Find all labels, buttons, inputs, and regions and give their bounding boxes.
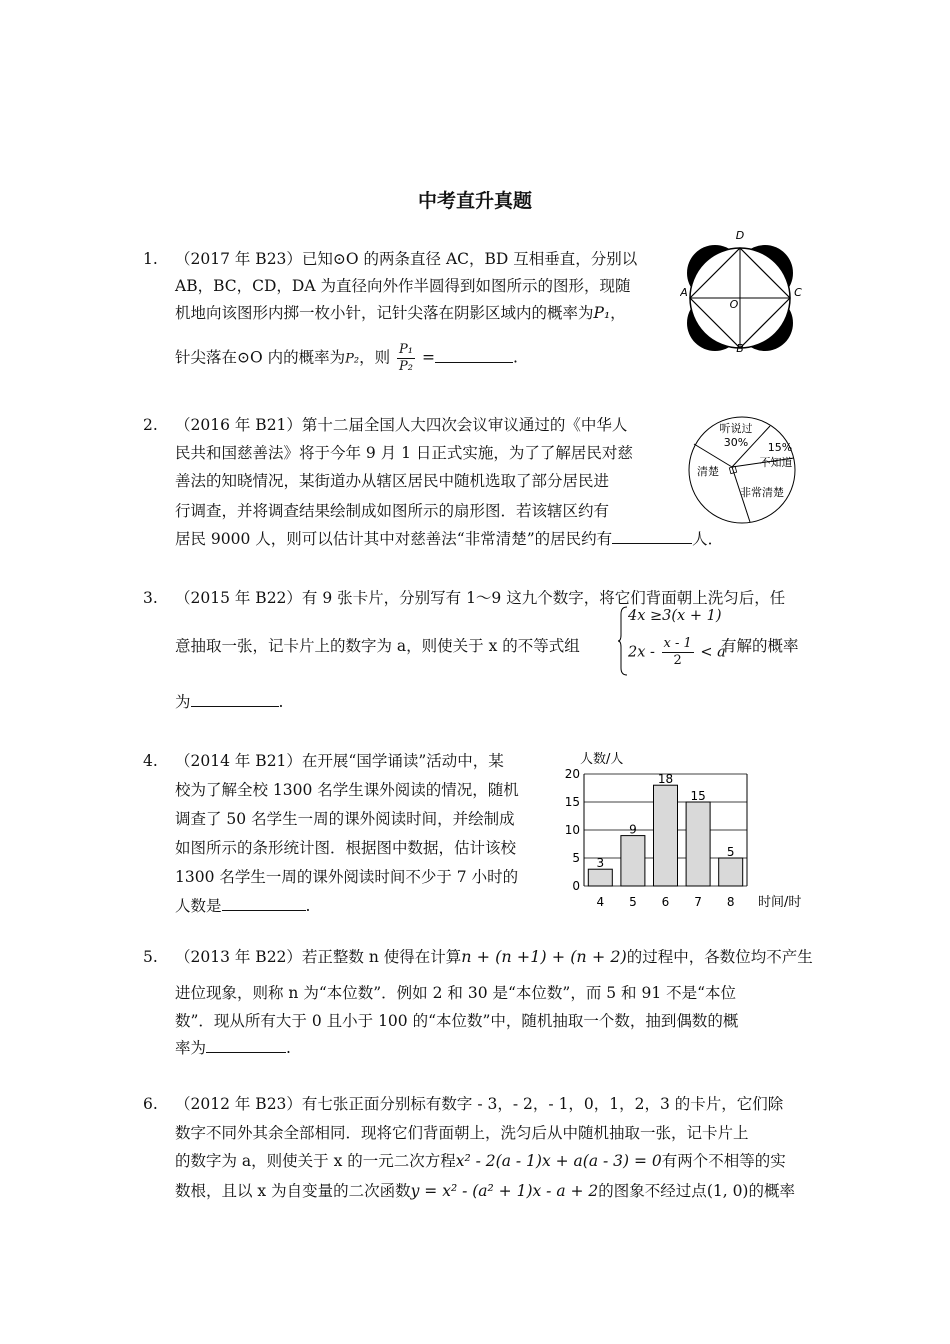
q1-text-4a: 针尖落在⊙O 内的概率为 (175, 348, 346, 367)
page-title: 中考直升真题 (417, 190, 532, 212)
bar-value-label: 9 (629, 822, 637, 837)
q4-line3: 调查了 50 名学生一周的课外阅读时间，并绘制成 (175, 810, 515, 828)
y-tick-label: 10 (564, 823, 580, 837)
q2-label-clear: 清楚 (697, 465, 719, 478)
q2-line2: 民共和国慈善法》将于今年 9 月 1 日正式实施，为了了解居民对慈 (175, 444, 633, 462)
q5-line3: 数”．现从所有大于 0 且小于 100 的“本位数”中，随机抽取一个数，抽到偶数的概 (175, 1012, 739, 1030)
q1-label-c: C (794, 286, 802, 299)
q3-inequality-system (618, 606, 726, 678)
q2-label-heard: 听说过 (719, 422, 753, 435)
q6-line4: 数根，且以 x 为自变量的二次函数y = x² - (a² + 1)x - a + 2的图象不经过点(1, 0)的概率 (175, 1182, 795, 1200)
q4-line1: （2014 年 B21）在开展“国学诵读”活动中，某 (175, 752, 504, 770)
q5-line4: 率为 . (175, 1039, 291, 1057)
y-tick-label: 20 (564, 767, 580, 781)
q4-line5: 1300 名学生一周的课外阅读时间不少于 7 小时的 (175, 868, 519, 886)
q2-answer-blank[interactable] (612, 529, 692, 544)
q1-text-3: 机地向该图形内掷一枚小针，记针尖落在阴影区域内的概率为 (175, 304, 594, 322)
q1-p2: P₂ (345, 351, 360, 367)
q2-label-very-clear: 非常清楚 (740, 486, 784, 499)
q1-text-4b: ，则 (359, 348, 391, 367)
bar (654, 785, 678, 886)
q5-expression: n + (n +1) + (n + 2) (461, 947, 627, 966)
q1-fraction: $\frac{\text{P₁}}{\text{P₂}}$ (399, 342, 414, 374)
y-tick-label: 0 (572, 879, 580, 893)
q6-line1: （2012 年 B23）有七张正面分别标有数字 - 3，- 2，- 1，0，1，2，3 的卡片，它们除 (175, 1095, 784, 1113)
q1-label-a: A (680, 286, 688, 299)
q6-tag: （2012 年 B23） (175, 1095, 302, 1113)
q4-y-axis-label: 人数/人 (580, 752, 624, 767)
q1-p1: P₁ (593, 304, 611, 322)
q6-line3: 的数字为 a，则使关于 x 的一元二次方程x² - 2(a - 1)x + a(a - 3) = 0有两个不相等的实 (175, 1152, 786, 1170)
q1-line4: 针尖落在⊙O 内的概率为P₂，则 $\frac{\text{P₁}}{\text{P₂}}$ = . (175, 342, 518, 374)
x-tick-label: 4 (596, 895, 605, 909)
q5-answer-blank[interactable] (206, 1038, 286, 1053)
q3-line2-end: 有解的概率 (721, 637, 799, 655)
q3-line3: 为 . (175, 693, 284, 711)
q1-text-1: 已知⊙O 的两条直径 AC，BD 互相垂直，分别以 (301, 250, 638, 268)
q1-figure (680, 228, 810, 354)
q3-answer-blank[interactable] (191, 692, 279, 707)
x-tick-label: 6 (661, 895, 670, 909)
bar-value-label: 18 (657, 772, 674, 787)
x-tick-label: 5 (629, 895, 637, 909)
q1-label-b: B (736, 342, 744, 354)
q4-line2: 校为了解全校 1300 名学生课外阅读的情况，随机 (175, 781, 519, 799)
q2-number: 2. (143, 416, 158, 434)
q2-tag: （2016 年 B21） (175, 416, 302, 434)
bar-value-label: 15 (690, 789, 706, 803)
q1-answer-blank[interactable] (435, 348, 513, 363)
q2-line1: （2016 年 B21）第十二届全国人大四次会议审议通过的《中华人 (175, 416, 628, 434)
q3-line1: （2015 年 B22）有 9 张卡片，分别写有 1～9 这九个数字，将它们背面朝上洗匀后，任 (175, 589, 786, 607)
q3-ineq-2: 2x - $\frac{x - 1}{2}$ < a (628, 636, 726, 668)
q2-line4: 行调查，并将调查结果绘制成如图所示的扇形图．若该辖区约有 (175, 502, 610, 520)
q6-point: (1, 0) (706, 1182, 749, 1200)
y-tick-label: 15 (564, 795, 580, 809)
q6-number: 6. (143, 1095, 158, 1113)
x-tick-label: 8 (726, 895, 735, 909)
q4-x-axis-label: 时间/时 (758, 895, 802, 910)
q2-pie-chart (686, 414, 800, 526)
q5-number: 5. (143, 948, 158, 966)
bar (719, 858, 743, 886)
q4-tag: （2014 年 B21） (175, 752, 302, 770)
bar (588, 869, 612, 886)
q3-tag: （2015 年 B22） (175, 589, 302, 607)
q1-equals: = (421, 348, 435, 367)
q5-line1: （2013 年 B22）若正整数 n 使得在计算n + (n +1) + (n + 2)的过程中，各数位均不产生 (175, 947, 813, 966)
q2-line3: 善法的知晓情况，某街道办从辖区居民中随机选取了部分居民进 (175, 472, 610, 490)
q1-tag: （2017 年 B23） (175, 250, 302, 268)
q4-line4: 如图所示的条形统计图．根据图中数据，估计该校 (175, 839, 517, 857)
q3-line2: 意抽取一张，记卡片上的数字为 a，则使关于 x 的不等式组 (175, 637, 580, 655)
q1-line1 (175, 248, 637, 270)
q4-number: 4. (143, 752, 158, 770)
q1-label-d: D (735, 229, 745, 242)
x-tick-label: 7 (694, 895, 702, 909)
bar-value-label: 5 (726, 845, 735, 859)
q1-number: 1. (143, 250, 158, 268)
q4-answer-blank[interactable] (222, 896, 306, 911)
q3-number: 3. (143, 589, 158, 607)
q1-line3: 机地向该图形内掷一枚小针，记针尖落在阴影区域内的概率为P₁， (175, 304, 626, 322)
q2-label-unknown: 不知道 (759, 456, 793, 469)
q2-label-15pct: 15% (767, 441, 793, 454)
y-tick-label: 5 (572, 851, 580, 865)
q6-line2: 数字不同外其余全部相同．现将它们背面朝上，洗匀后从中随机抽取一张，记卡片上 (175, 1124, 749, 1142)
q2-line5: 居民 9000 人，则可以估计其中对慈善法“非常清楚”的居民约有 人． (175, 530, 724, 548)
q6-function: y = x² - (a² + 1)x - a + 2 (410, 1182, 599, 1200)
bar-value-label: 3 (596, 856, 605, 871)
q5-line2: 进位现象，则称 n 为“本位数”．例如 2 和 30 是“本位数”，而 5 和 91 不是“本位 (175, 984, 737, 1002)
bar (686, 802, 710, 886)
q3-ineq-1: 4x ≥3(x + 1) (628, 608, 722, 624)
q6-equation: x² - 2(a - 1)x + a(a - 3) = 0 (455, 1152, 662, 1170)
q1-line2: AB，BC，CD，DA 为直径向外作半圆得到如图所示的图形，现随 (175, 277, 631, 295)
q4-bar-chart (560, 748, 812, 914)
q3-brace (618, 606, 628, 676)
q2-label-heard-pct: 30% (723, 436, 749, 449)
bar (621, 836, 645, 886)
q4-line6: 人数是 . (175, 897, 311, 915)
q5-tag: （2013 年 B22） (175, 948, 302, 966)
q1-label-o: O (729, 298, 739, 311)
